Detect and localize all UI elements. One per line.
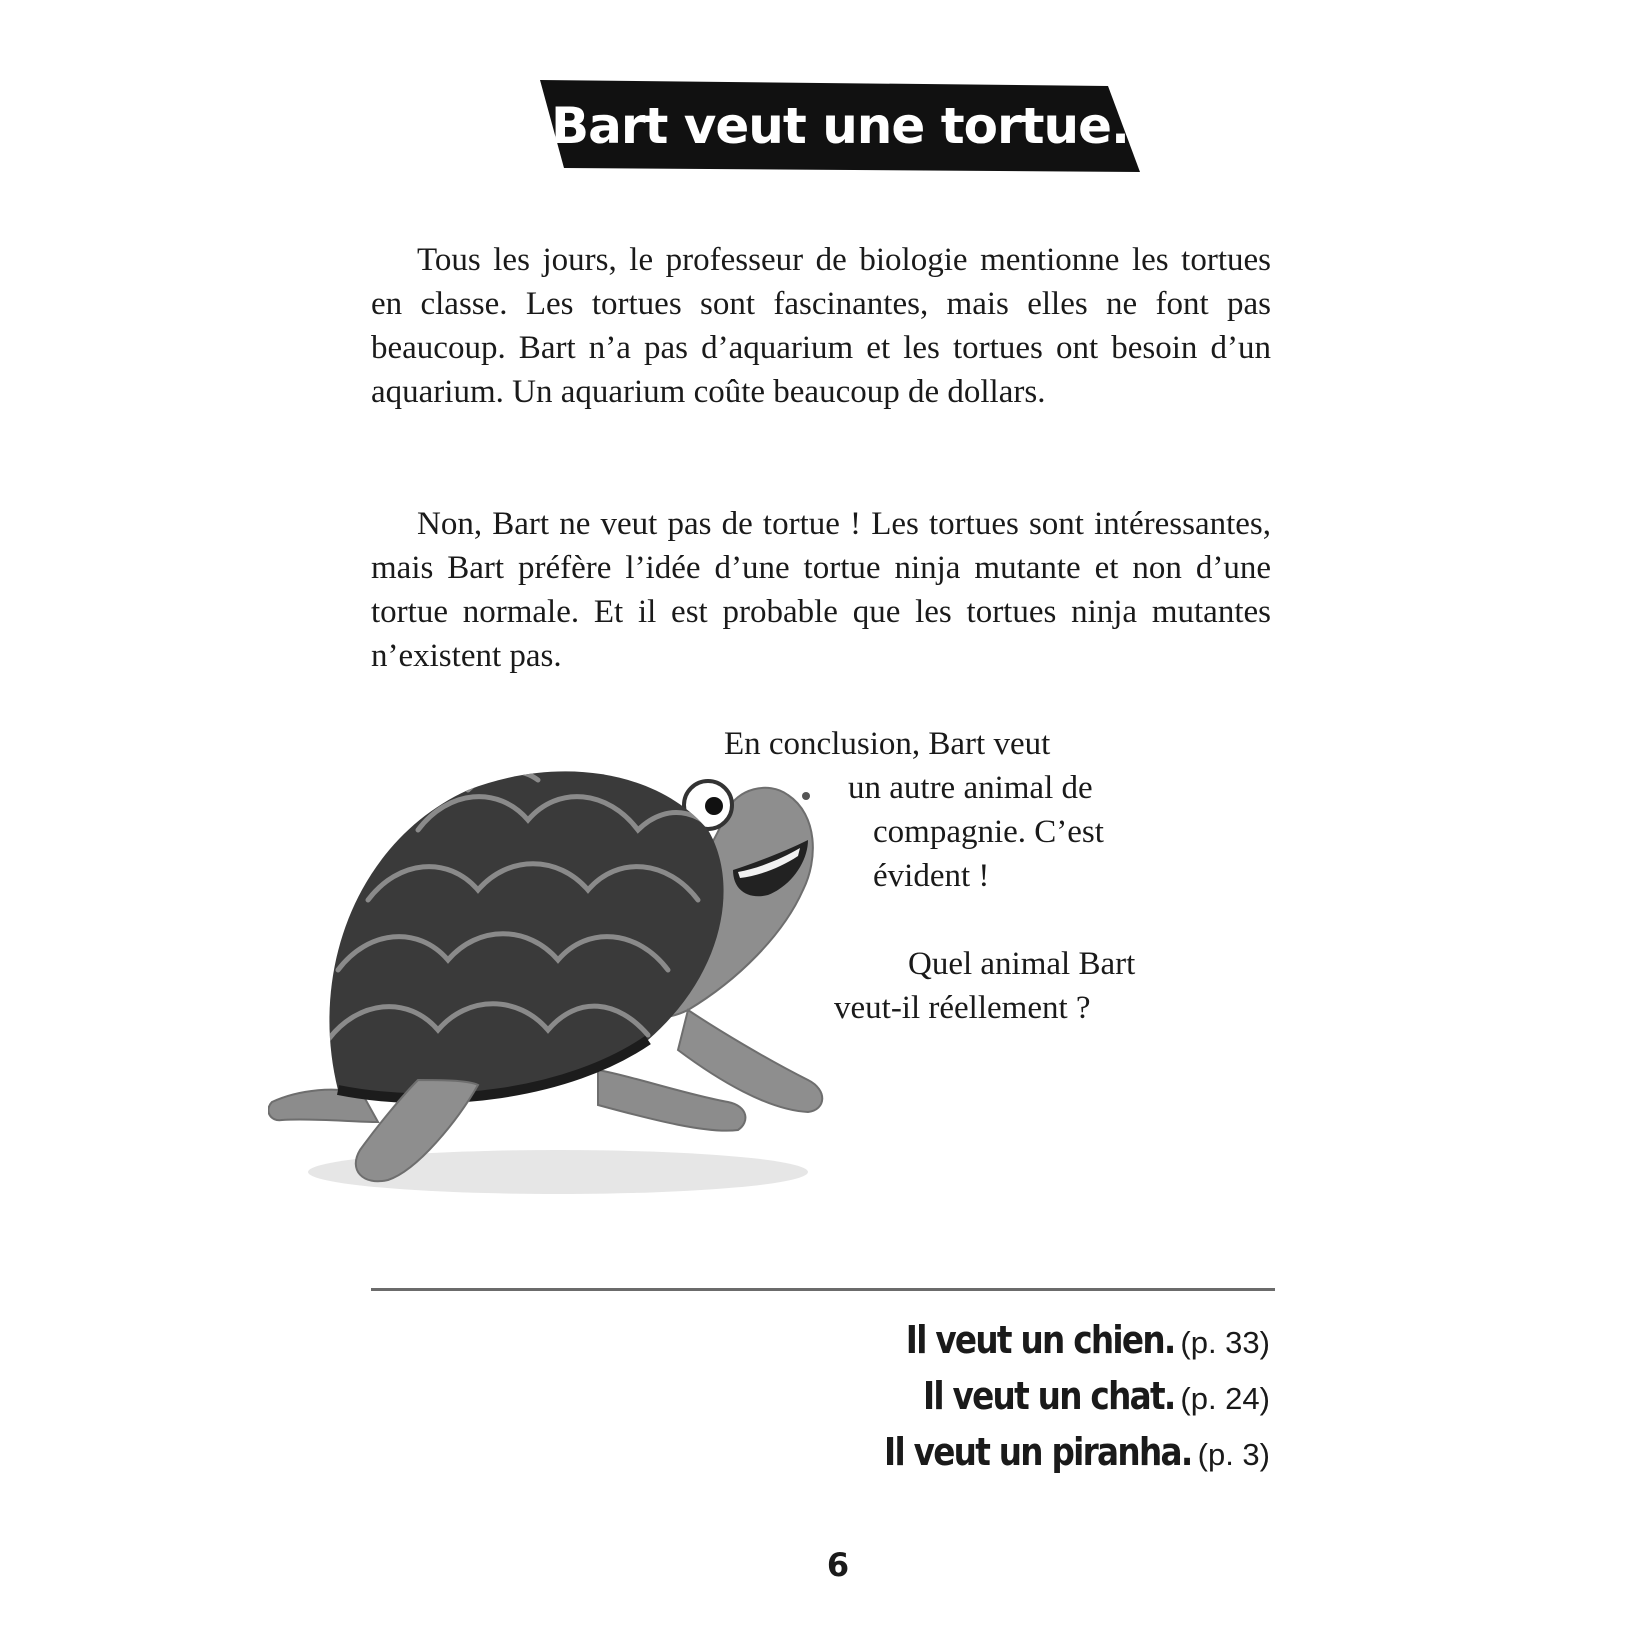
side-text-line-1: En conclusion, Bart veut <box>724 726 1051 762</box>
choice-answer: Il veut un chat. <box>922 1374 1175 1418</box>
choice-answer: Il veut un chien. <box>905 1318 1175 1362</box>
side-text-line-5: Quel animal Bart <box>908 946 1136 982</box>
turtle-illustration <box>268 750 868 1215</box>
side-text-line-3: compagnie. C’est <box>873 814 1104 850</box>
choice-page: (p. 3) <box>1197 1437 1270 1472</box>
page-title: Bart veut une tortue. <box>550 97 1130 155</box>
side-text-line-6: veut-il réellement ? <box>834 990 1091 1026</box>
choice-piranha[interactable] <box>834 1430 1270 1474</box>
side-text-line-2: un autre animal de <box>848 770 1093 806</box>
paragraph-2: Non, Bart ne veut pas de tortue ! Les tortues sont intéressantes, mais Bart préfère l’idée d’une tortue ninja mutante et non d’une tortue normale. Et il est probable que les tortues ninja mutantes n’existent pas. <box>371 506 1271 674</box>
choice-answer: Il veut un piranha. <box>884 1430 1192 1474</box>
choice-page: (p. 33) <box>1180 1325 1270 1360</box>
divider <box>371 1288 1275 1291</box>
choice-chien[interactable] <box>862 1318 1270 1362</box>
paragraph-1: Tous les jours, le professeur de biologie mentionne les tortues en classe. Les tortues sont fascinantes, mais elles ne font pas beaucoup. Bart n’a pas d’aquarium et les tortues ont besoin d’un aquarium. Un aquarium coûte beaucoup de dollars. <box>371 242 1271 410</box>
turtle-icon <box>268 750 868 1210</box>
title-banner <box>540 80 1140 172</box>
choice-page: (p. 24) <box>1180 1381 1270 1416</box>
choice-chat[interactable] <box>882 1374 1270 1418</box>
side-text-line-4: évident ! <box>873 858 990 894</box>
page-number: 6 <box>826 1546 850 1584</box>
